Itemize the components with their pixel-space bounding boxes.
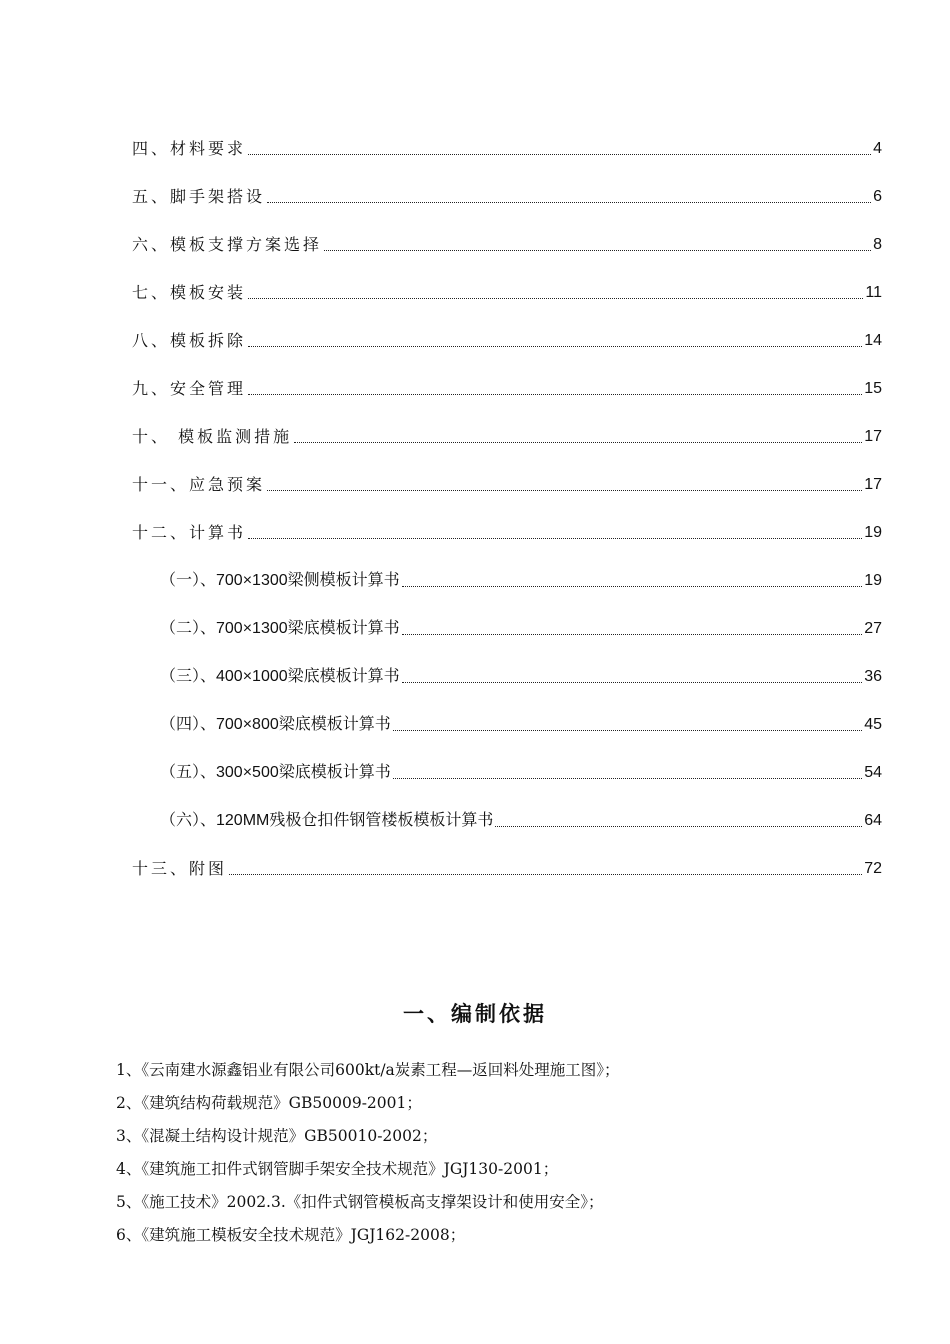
toc-subentry[interactable] bbox=[160, 802, 882, 832]
toc-subentry[interactable] bbox=[160, 706, 882, 736]
reference-list bbox=[116, 1056, 876, 1254]
toc-entry-label: 九、安全管理 bbox=[132, 379, 247, 398]
toc-leader-dots bbox=[267, 201, 871, 203]
toc-entry-label: 十二、计算书 bbox=[132, 523, 247, 542]
toc-entry[interactable] bbox=[132, 226, 882, 256]
toc-entry[interactable] bbox=[132, 514, 882, 544]
toc-entry-page: 17 bbox=[864, 428, 882, 445]
toc-leader-dots bbox=[495, 825, 862, 827]
toc-entry-label: （五）、300×500梁底模板计算书 bbox=[160, 764, 391, 781]
toc-leader-dots bbox=[229, 873, 862, 875]
toc-entry-page: 15 bbox=[864, 380, 882, 397]
toc-subentry[interactable] bbox=[160, 610, 882, 640]
toc-entry-page: 8 bbox=[873, 236, 882, 253]
toc-leader-dots bbox=[294, 441, 862, 443]
toc-entry[interactable] bbox=[132, 466, 882, 496]
toc-leader-dots bbox=[402, 681, 863, 683]
toc-subentry[interactable] bbox=[160, 562, 882, 592]
toc-entry-label: 八、模板拆除 bbox=[132, 331, 247, 350]
toc-entry-page: 64 bbox=[864, 812, 882, 829]
toc-entry-page: 17 bbox=[864, 476, 882, 493]
reference-item: 6、《建筑施工模板安全技术规范》JGJ162-2008； bbox=[116, 1226, 466, 1244]
toc-entry[interactable] bbox=[132, 370, 882, 400]
toc-entry-label: 四、材料要求 bbox=[132, 139, 247, 158]
toc-entry-page: 4 bbox=[873, 140, 882, 157]
toc-leader-dots bbox=[393, 729, 862, 731]
toc-entry-label: 五、脚手架搭设 bbox=[132, 187, 266, 206]
toc-entry-page: 45 bbox=[864, 716, 882, 733]
toc-entry-page: 11 bbox=[865, 284, 882, 301]
reference-item: 2、《建筑结构荷载规范》GB50009-2001； bbox=[116, 1094, 422, 1112]
section-heading: 一、编制依据 bbox=[403, 1002, 547, 1026]
toc-entry-label: （三）、400×1000梁底模板计算书 bbox=[160, 668, 400, 685]
toc-entry-label: 六、模板支撑方案选择 bbox=[132, 235, 323, 254]
toc-leader-dots bbox=[402, 585, 863, 587]
toc-entry-page: 36 bbox=[864, 668, 882, 685]
toc-entry-page: 6 bbox=[873, 188, 882, 205]
toc-leader-dots bbox=[248, 345, 862, 347]
toc-entry-label: （二）、700×1300梁底模板计算书 bbox=[160, 620, 400, 637]
toc-entry-label: 十、 模板监测措施 bbox=[132, 427, 293, 446]
toc-leader-dots bbox=[402, 633, 863, 635]
toc-entry[interactable] bbox=[132, 418, 882, 448]
toc-entry-page: 14 bbox=[864, 332, 882, 349]
toc-entry-label: （四）、700×800梁底模板计算书 bbox=[160, 716, 391, 733]
toc-entry-page: 19 bbox=[864, 524, 882, 541]
reference-item: 3、《混凝土结构设计规范》GB50010-2002； bbox=[116, 1127, 438, 1145]
toc-entry-label: 十一、应急预案 bbox=[132, 475, 266, 494]
toc-entry-page: 27 bbox=[864, 620, 882, 637]
toc-entry-label: 七、模板安装 bbox=[132, 283, 247, 302]
toc-entry-label: （六）、120MM残极仓扣件钢管楼板模板计算书 bbox=[160, 812, 494, 829]
toc-leader-dots bbox=[324, 249, 871, 251]
toc-entry[interactable] bbox=[132, 850, 882, 880]
toc-entry-page: 19 bbox=[864, 572, 882, 589]
toc-leader-dots bbox=[267, 489, 862, 491]
reference-item: 5、《施工技术》2002.3.《扣件式钢管模板高支撑架设计和使用安全》； bbox=[116, 1193, 604, 1211]
toc-subentry[interactable] bbox=[160, 658, 882, 688]
reference-item: 1、《云南建水源鑫铝业有限公司600kt/a炭素工程—返回料处理施工图》； bbox=[116, 1061, 620, 1079]
toc-entry-label: （一）、700×1300梁侧模板计算书 bbox=[160, 572, 400, 589]
toc-leader-dots bbox=[248, 297, 863, 299]
reference-item: 4、《建筑施工扣件式钢管脚手架安全技术规范》JGJ130-2001； bbox=[116, 1160, 559, 1178]
toc-entry-page: 72 bbox=[864, 860, 882, 877]
toc-leader-dots bbox=[248, 537, 862, 539]
toc-entry-page: 54 bbox=[864, 764, 882, 781]
toc-entry-label: 十三、附图 bbox=[132, 859, 228, 878]
toc-entry[interactable] bbox=[132, 322, 882, 352]
toc-leader-dots bbox=[393, 777, 862, 779]
toc-entry[interactable] bbox=[132, 178, 882, 208]
toc-leader-dots bbox=[248, 393, 862, 395]
toc-leader-dots bbox=[248, 153, 871, 155]
toc-entry[interactable] bbox=[132, 130, 882, 160]
toc-entry[interactable] bbox=[132, 274, 882, 304]
toc-subentry[interactable] bbox=[160, 754, 882, 784]
